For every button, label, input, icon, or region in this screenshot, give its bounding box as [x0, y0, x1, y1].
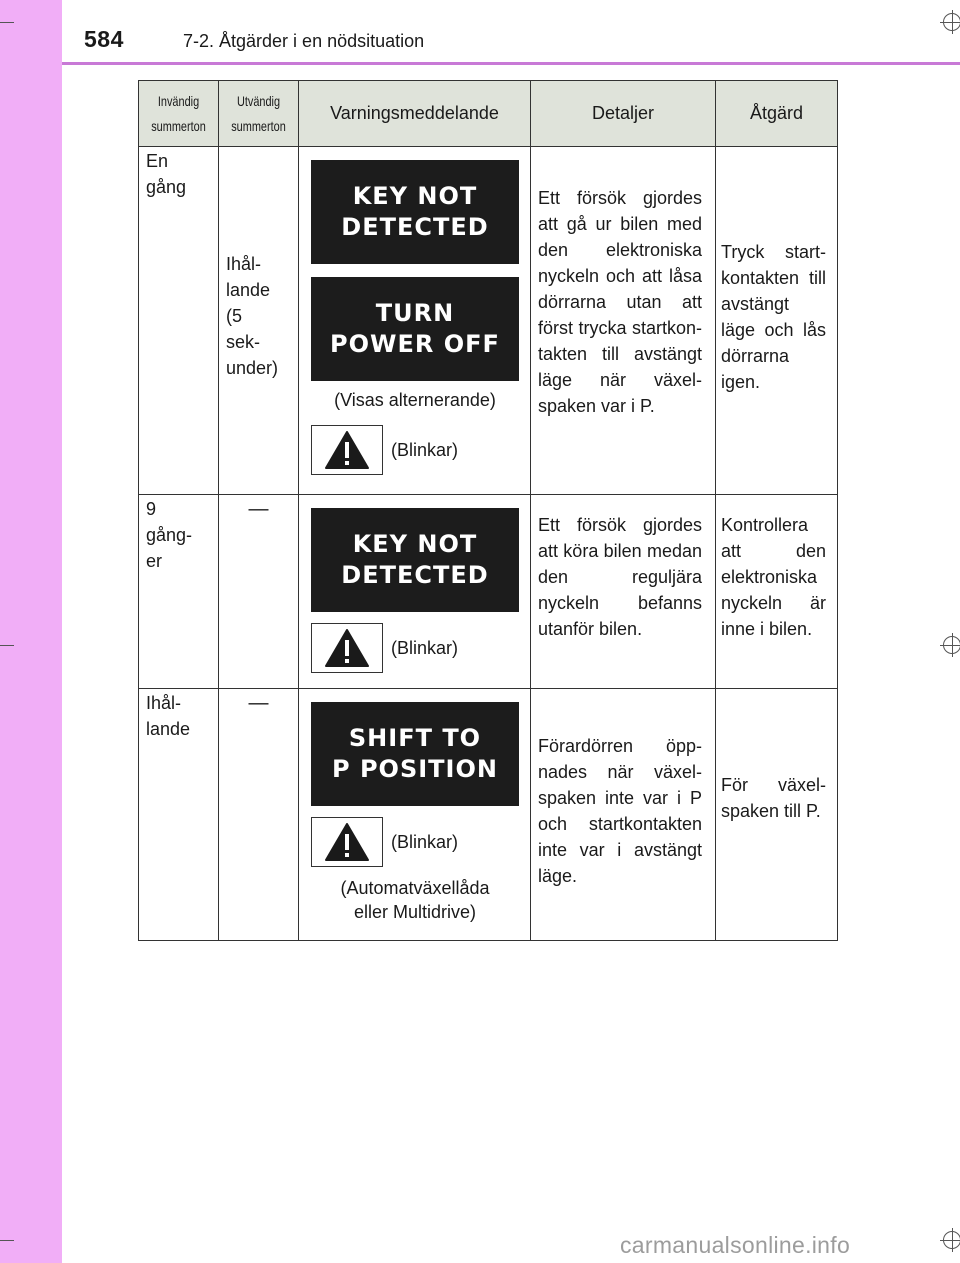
page-sidebar: [0, 0, 62, 1263]
warning-message-cell: [299, 147, 531, 495]
action-cell: Kontrollera att den elektroniska nyckeln är inne i bilen.: [716, 495, 838, 689]
display-note: (Visas alternerande): [334, 390, 496, 410]
header-warning-message: Varningsmeddelande: [299, 81, 531, 147]
internal-buzzer-cell: Ihål- lande: [139, 689, 219, 941]
page-number: 584: [84, 26, 124, 52]
crop-tick: [0, 1240, 14, 1241]
header-internal-buzzer: Invändig summerton: [139, 81, 219, 147]
blink-label: (Blinkar): [391, 440, 459, 460]
action-cell: Tryck startkontakten till avstängt läge och lås dörrarna igen.: [716, 147, 838, 495]
table-row: [139, 147, 838, 495]
warning-triangle-icon: [311, 425, 383, 475]
header-details: Detaljer: [531, 81, 716, 147]
crop-tick: [0, 22, 14, 23]
display-note: (Automatväxellåda eller Multidrive): [340, 878, 490, 922]
header-rule: [62, 62, 960, 65]
warning-message-cell: [299, 495, 531, 689]
details-cell: Ett försök gjordes att köra bilen medan den reguljära nyckeln befanns utanför bilen.: [531, 495, 716, 689]
external-buzzer-cell: —: [219, 495, 299, 689]
table-row: [139, 495, 838, 689]
display-turn-power-off: TURN POWER OFF: [311, 277, 519, 381]
warning-triangle-icon: [311, 817, 383, 867]
warning-message-cell: [299, 689, 531, 941]
table-row: [139, 689, 838, 941]
display-key-not-detected: KEY NOT DETECTED: [311, 508, 519, 612]
header-action: Åtgärd: [716, 81, 838, 147]
blink-label: (Blinkar): [391, 832, 459, 852]
display-shift-to-p: SHIFT TO P POSITION: [311, 702, 519, 806]
internal-buzzer-cell: 9 gång- er: [139, 495, 219, 689]
watermark: carmanualsonline.info: [620, 1232, 851, 1258]
warning-table: [138, 80, 838, 941]
details-cell: Ett försök gjordes att gå ur bilen med den elektroniska nyckeln och att låsa dörrarna utan att först trycka startkontakten till avstängt läge när växelspaken var i P.: [531, 147, 716, 495]
header-external-buzzer: Utvändig summerton: [219, 81, 299, 147]
table-header-row: [139, 81, 838, 147]
details-cell: Förardörren öppnades när växelspaken inte var i P och startkontakten inte var i avstängt läge.: [531, 689, 716, 941]
display-key-not-detected: KEY NOT DETECTED: [311, 160, 519, 264]
external-buzzer-cell: —: [219, 689, 299, 941]
internal-buzzer-cell: En gång: [139, 147, 219, 495]
external-buzzer-cell: Ihål- lande (5 sek- under): [219, 147, 299, 495]
crop-tick: [0, 645, 14, 646]
section-title: 7-2. Åtgärder i en nödsituation: [183, 31, 425, 51]
warning-triangle-icon: [311, 623, 383, 673]
action-cell: För växelspaken till P.: [716, 689, 838, 941]
blink-label: (Blinkar): [391, 638, 459, 658]
